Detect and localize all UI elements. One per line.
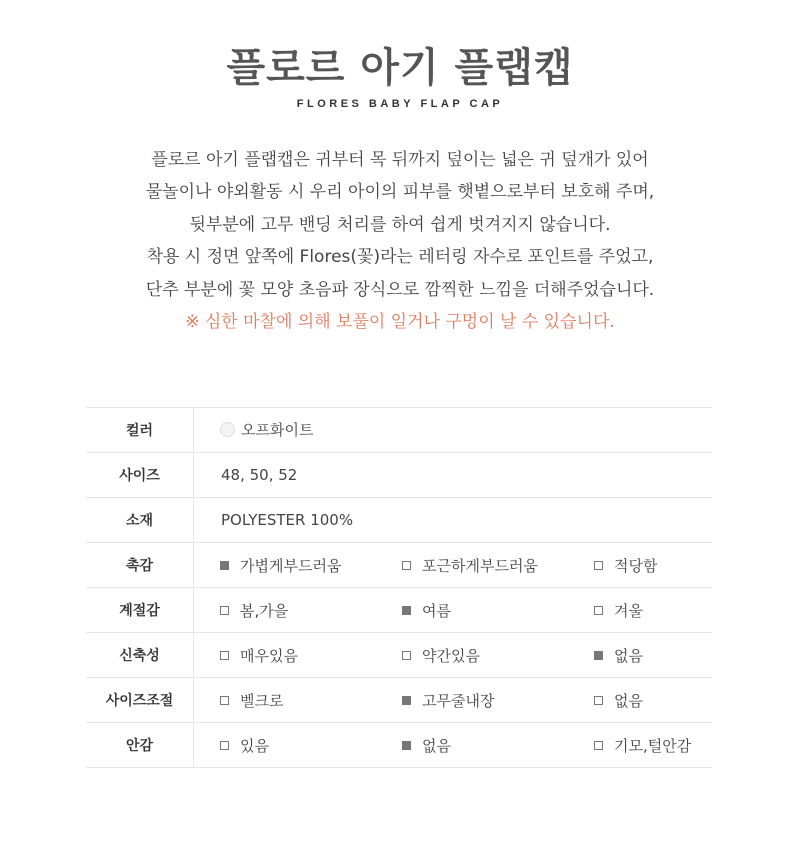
checkbox-icon	[220, 561, 229, 570]
spec-options	[194, 723, 712, 767]
option-label: 가볍게부드러움	[240, 556, 342, 575]
description-line: 착용 시 정면 앞쪽에 Flores(꽃)라는 레터링 자수로 포인트를 주었고,	[146, 247, 654, 268]
spec-options	[194, 543, 712, 587]
spec-label: 안감	[86, 723, 194, 767]
option-label: 매우있음	[240, 646, 298, 665]
checkbox-icon	[220, 741, 229, 750]
option-label: 없음	[422, 736, 451, 755]
spec-row-size-adjust	[86, 678, 712, 723]
spec-option	[402, 543, 538, 587]
option-label: 없음	[614, 691, 643, 710]
spec-row-size	[86, 453, 712, 498]
size-value: 48, 50, 52	[221, 466, 298, 484]
option-label: 여름	[422, 601, 451, 620]
spec-option	[594, 723, 691, 767]
spec-table	[86, 407, 712, 768]
checkbox-icon	[402, 561, 411, 570]
spec-row-season	[86, 588, 712, 633]
spec-row-texture	[86, 543, 712, 588]
product-subtitle: FLORES BABY FLAP CAP	[296, 98, 504, 110]
spec-option	[402, 678, 494, 722]
spec-value	[194, 408, 712, 452]
option-label: 적당함	[614, 556, 658, 575]
spec-option	[220, 588, 288, 632]
spec-row-material	[86, 498, 712, 543]
spec-label: 사이즈조절	[86, 678, 194, 722]
description-line: 단추 부분에 꽃 모양 초음파 장식으로 깜찍한 느낌을 더해주었습니다.	[145, 279, 655, 300]
checkbox-icon	[594, 561, 603, 570]
spec-option	[594, 588, 643, 632]
checkbox-icon	[220, 696, 229, 705]
checkbox-icon	[220, 606, 229, 615]
option-label: 고무줄내장	[422, 691, 495, 710]
option-label: 기모,털안감	[614, 736, 692, 755]
checkbox-icon	[220, 651, 229, 660]
spec-value	[194, 498, 712, 542]
spec-label: 컬러	[86, 408, 194, 452]
checkbox-icon	[402, 606, 411, 615]
spec-options	[194, 633, 712, 677]
spec-option	[594, 678, 643, 722]
color-value: 오프화이트	[241, 421, 314, 439]
checkbox-icon	[594, 741, 603, 750]
spec-options	[194, 588, 712, 632]
spec-option	[220, 678, 283, 722]
spec-label: 사이즈	[86, 453, 194, 497]
spec-row-lining	[86, 723, 712, 768]
spec-option	[402, 633, 480, 677]
option-label: 포근하게부드러움	[422, 556, 538, 575]
option-label: 있음	[240, 736, 269, 755]
description-line: 뒷부분에 고무 밴딩 처리를 하여 쉽게 벗겨지지 않습니다.	[189, 214, 611, 235]
product-title: 플로르 아기 플랩캡	[226, 45, 574, 91]
color-swatch	[220, 422, 235, 437]
care-warning: ※ 심한 마찰에 의해 보풀이 일거나 구멍이 날 수 있습니다.	[185, 312, 615, 333]
spec-option	[402, 723, 451, 767]
spec-option	[220, 633, 298, 677]
spec-label: 소재	[86, 498, 194, 542]
option-label: 벨크로	[240, 691, 284, 710]
checkbox-icon	[594, 606, 603, 615]
checkbox-icon	[594, 651, 603, 660]
checkbox-icon	[402, 651, 411, 660]
product-description	[0, 144, 800, 338]
spec-value	[194, 453, 712, 497]
checkbox-icon	[402, 696, 411, 705]
description-line: 물놀이나 야외활동 시 우리 아이의 피부를 햇볕으로부터 보호해 주며,	[145, 182, 655, 203]
spec-options	[194, 678, 712, 722]
spec-row-color	[86, 408, 712, 453]
spec-label: 촉감	[86, 543, 194, 587]
checkbox-icon	[402, 741, 411, 750]
spec-option	[402, 588, 451, 632]
spec-option	[594, 543, 657, 587]
option-label: 겨울	[614, 601, 643, 620]
checkbox-icon	[594, 696, 603, 705]
spec-option	[220, 723, 269, 767]
option-label: 봄,가을	[240, 601, 289, 620]
option-label: 약간있음	[422, 646, 480, 665]
spec-row-elasticity	[86, 633, 712, 678]
spec-option	[220, 543, 341, 587]
spec-label: 신축성	[86, 633, 194, 677]
description-line: 플로르 아기 플랩캡은 귀부터 목 뒤까지 덮이는 넓은 귀 덮개가 있어	[151, 150, 649, 170]
material-value: POLYESTER 100%	[221, 511, 354, 529]
spec-label: 계절감	[86, 588, 194, 632]
spec-option	[594, 633, 643, 677]
option-label: 없음	[614, 646, 643, 665]
